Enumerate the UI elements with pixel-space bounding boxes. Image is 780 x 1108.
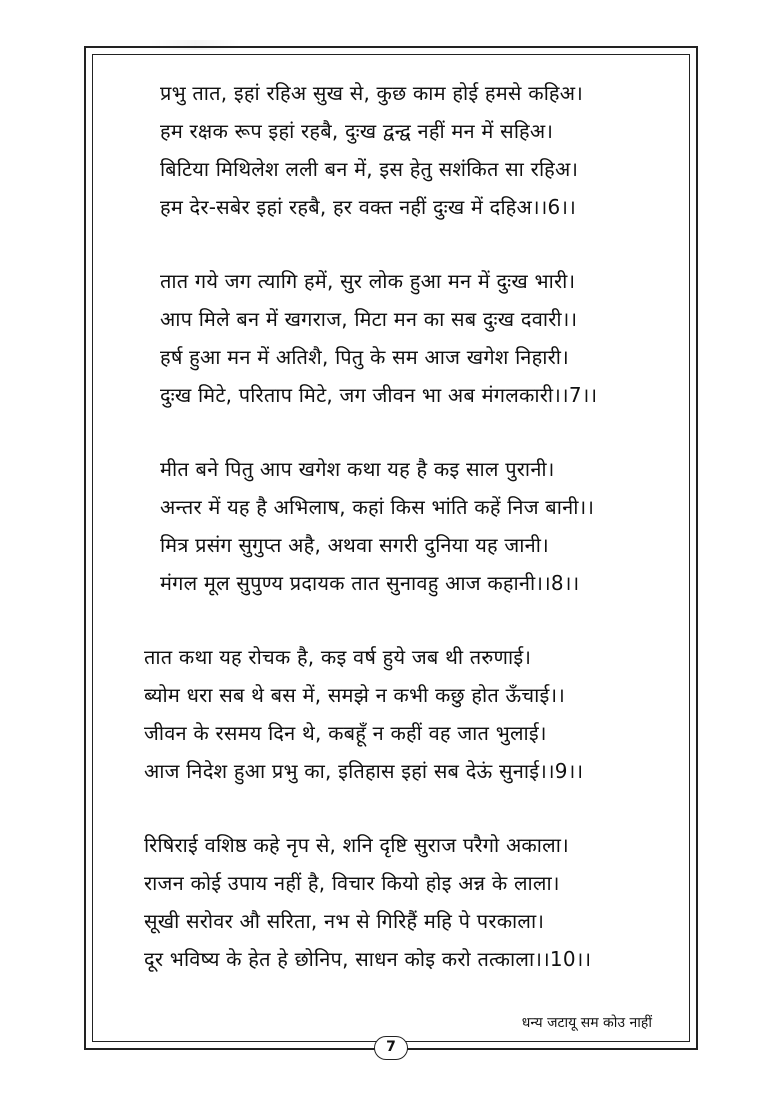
page-number: 7 [374,1036,408,1060]
verse-line: सूखी सरोवर औ सरिता, नभ से गिरिहैं महि पे परकाला। [144,909,545,933]
verse-line: हम रक्षक रूप इहां रहबै, दुःख द्वन्द्व नहीं मन में सहिअ। [160,119,554,143]
page-content [92,54,690,1055]
verse-line: मित्र प्रसंग सुगुप्त अहै, अथवा सगरी दुनिया यह जानी। [160,533,549,557]
verse-line: ब्योम धरा सब थे बस में, समझे न कभी कछु होत ऊँचाई।। [144,683,566,707]
verse-line: अन्तर में यह है अभिलाष, कहां किस भांति कहें निज बानी।। [160,495,595,519]
verse-line: मीत बने पितु आप खगेश कथा यह है कइ साल पुरानी। [160,457,555,481]
verse-line: प्रभु तात, इहां रहिअ सुख से, कुछ काम होई हमसे कहिअ। [160,81,584,105]
verse-line: आज निदेश हुआ प्रभु का, इतिहास इहां सब देऊं सुनाई।।9।। [144,759,584,783]
verse-line: दुःख मिटे, परिताप मिटे, जग जीवन भा अब मंगलकारी।।7।। [160,383,598,407]
verse-line: जीवन के रसमय दिन थे, कबहूँ न कहीं वह जात भुलाई। [144,721,547,745]
verse-line: आप मिले बन में खगराज, मिटा मन का सब दुःख दवारी।। [160,307,578,331]
verse-line: बिटिया मिथिलेश लली बन में, इस हेतु सशंकित सा रहिअ। [160,157,579,181]
running-footer-title: धन्य जटायू सम कोउ नाहीं [521,1015,652,1031]
verse-line: मंगल मूल सुपुण्य प्रदायक तात सुनावहु आज कहानी।।8।। [160,571,580,595]
verse-line: तात गये जग त्यागि हमें, सुर लोक हुआ मन में दुःख भारी। [160,269,576,293]
verse-line: दूर भविष्य के हेत हे छोनिप, साधन कोइ करो तत्काला।।10।। [144,947,592,971]
verse-line: तात कथा यह रोचक है, कइ वर्ष हुये जब थी तरुणाई। [144,645,532,669]
verse-line: हम देर-सबेर इहां रहबै, हर वक्त नहीं दुःख में दहिअ।।6।। [160,195,576,219]
verse-line: हर्ष हुआ मन में अतिशै, पितु के सम आज खगेश निहारी। [160,345,569,369]
verse-line: राजन कोई उपाय नहीं है, विचार कियो होइ अन्न के लाला। [144,871,560,895]
verse-line: रिषिराई वशिष्ठ कहे नृप से, शनि दृष्टि सुराज परैगो अकाला। [144,833,569,857]
